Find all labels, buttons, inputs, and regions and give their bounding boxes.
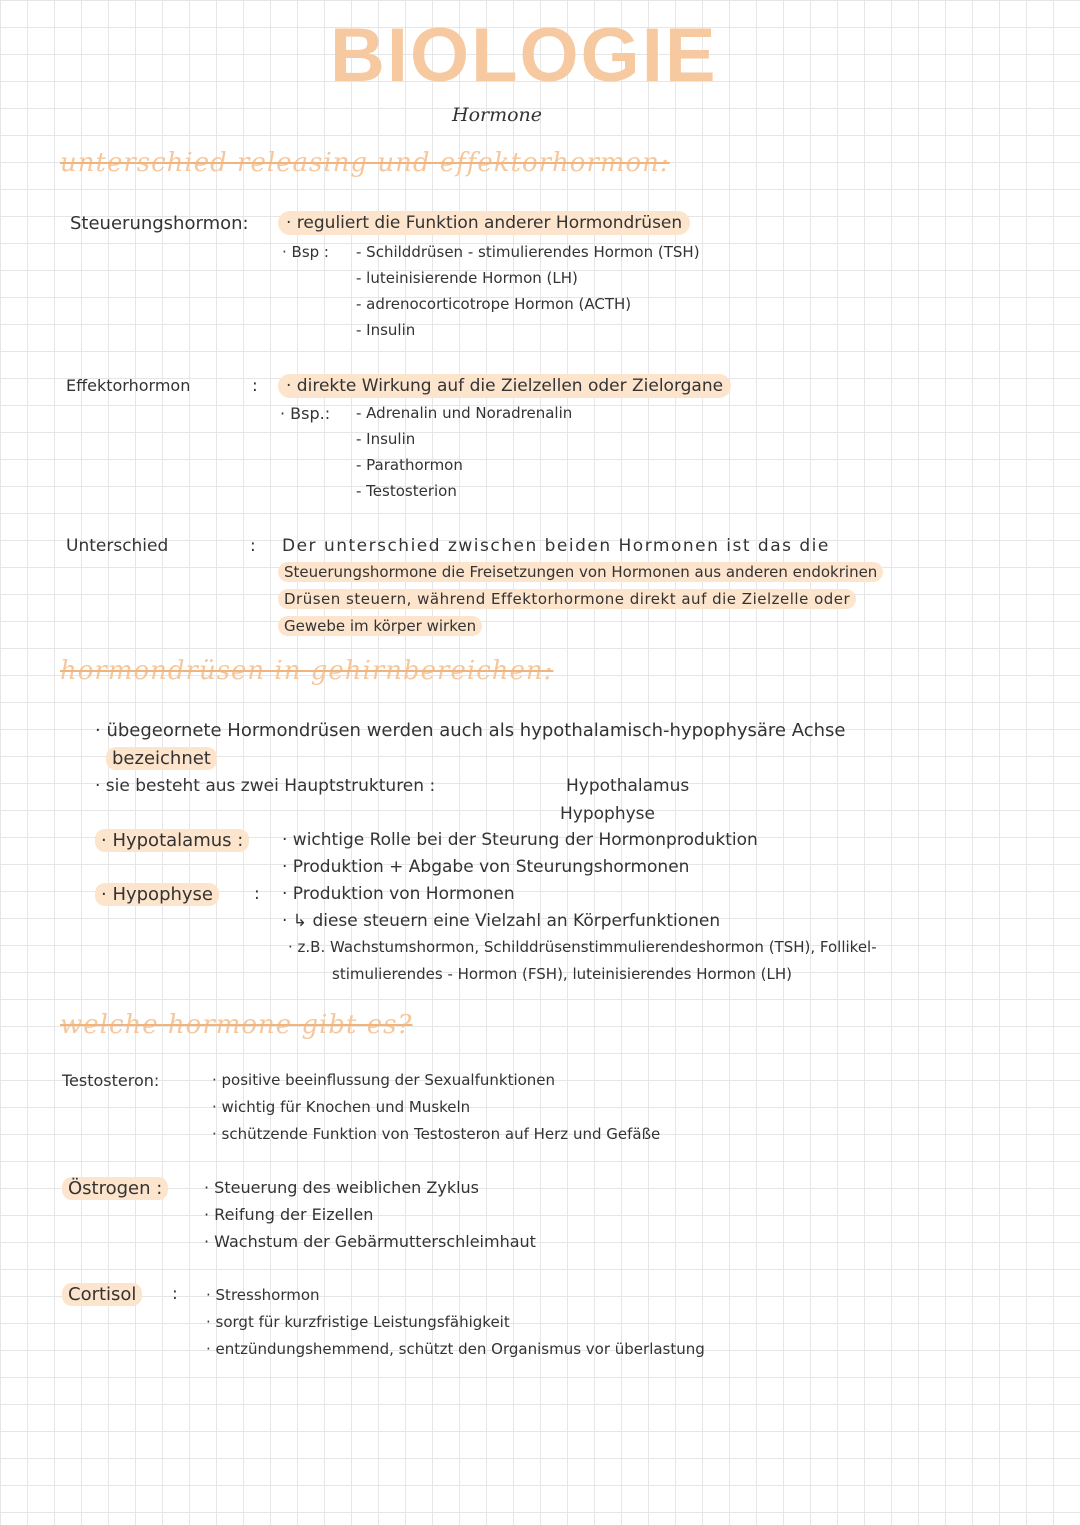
effektor-colon: : — [252, 376, 258, 396]
steuerung-example: - Insulin — [356, 321, 416, 339]
cortisol-line: · entzündungshemmend, schützt den Organismus vor überlastung — [206, 1340, 705, 1358]
effektor-definition: · direkte Wirkung auf die Zielzellen oder Zielorgane — [278, 376, 731, 396]
hypothalamus-label: · Hypotalamus : — [95, 830, 249, 851]
hypophyse-label: · Hypophyse — [95, 884, 219, 905]
achse-line: bezeichnet — [106, 748, 217, 769]
page-title: BIOLOGIE — [330, 13, 718, 98]
hypophyse-line: · z.B. Wachstumshormon, Schilddrüsenstimmulierendeshormon (TSH), Follikel- — [288, 938, 877, 956]
unterschied-line: Gewebe im körper wirken — [278, 617, 482, 635]
unterschied-line: Steuerungshormone die Freisetzungen von Hormonen aus anderen endokrinen — [278, 563, 883, 581]
oestrogen-line: · Reifung der Eizellen — [204, 1205, 374, 1224]
effektor-label: Effektorhormon — [66, 376, 191, 395]
testosteron-line: · schützende Funktion von Testosteron auf Herz und Gefäße — [212, 1125, 661, 1143]
struktur-hypophyse: Hypophyse — [560, 804, 655, 824]
steuerung-example: - adrenocorticotrope Hormon (ACTH) — [356, 295, 632, 313]
effektor-example: - Insulin — [356, 430, 416, 448]
cortisol-label: Cortisol — [62, 1284, 142, 1305]
unterschied-line: Drüsen steuern, während Effektorhormone direkt auf die Zielzelle oder — [278, 590, 856, 608]
steuerung-label: Steuerungshormon: — [70, 213, 249, 234]
effektor-example: - Adrenalin und Noradrenalin — [356, 404, 573, 422]
testosteron-label: Testosteron: — [62, 1071, 160, 1090]
effektor-example: - Parathormon — [356, 456, 463, 474]
steuerung-definition: · reguliert die Funktion anderer Hormondrüsen — [278, 213, 690, 233]
testosteron-line: · wichtig für Knochen und Muskeln — [212, 1098, 471, 1116]
steuerung-example: - Schilddrüsen - stimulierendes Hormon (TSH) — [356, 243, 700, 261]
section1-heading: unterschied releasing und effektorhormon: — [60, 148, 670, 178]
struktur-line: · sie besteht aus zwei Hauptstrukturen : — [95, 776, 436, 796]
unterschied-label: Unterschied — [66, 536, 169, 556]
unterschied-colon: : — [250, 536, 256, 556]
section2-heading: hormondrüsen in gehirnbereichen: — [60, 656, 554, 686]
testosteron-line: · positive beeinflussung der Sexualfunktionen — [212, 1071, 556, 1089]
hypophyse-colon: : — [254, 884, 260, 904]
page-subtitle: Hormone — [452, 104, 543, 126]
effektor-bsp-label: · Bsp.: — [280, 404, 331, 423]
oestrogen-line: · Steuerung des weiblichen Zyklus — [204, 1178, 479, 1197]
cortisol-line: · Stresshormon — [206, 1286, 320, 1304]
effektor-example: - Testosterion — [356, 482, 457, 500]
hypophyse-line: · Produktion von Hormonen — [282, 884, 515, 904]
cortisol-line: · sorgt für kurzfristige Leistungsfähigkeit — [206, 1313, 510, 1331]
hypothalamus-line: · Produktion + Abgabe von Steurungshormonen — [282, 857, 690, 877]
cortisol-colon: : — [172, 1284, 178, 1304]
oestrogen-label: Östrogen : — [62, 1178, 168, 1199]
hypophyse-line: stimulierendes - Hormon (FSH), luteinisierendes Hormon (LH) — [332, 965, 792, 983]
struktur-hypothalamus: Hypothalamus — [566, 776, 690, 796]
achse-line: · übegeornete Hormondrüsen werden auch als hypothalamisch-hypophysäre Achse — [95, 720, 846, 741]
oestrogen-line: · Wachstum der Gebärmutterschleimhaut — [204, 1232, 536, 1251]
steuerung-example: - luteinisierende Hormon (LH) — [356, 269, 578, 287]
hypophyse-line: · ↳ diese steuern eine Vielzahl an Körperfunktionen — [282, 911, 721, 931]
section3-heading: welche hormone gibt es? — [60, 1010, 413, 1040]
steuerung-bsp-label: · Bsp : — [282, 243, 329, 261]
hypothalamus-line: · wichtige Rolle bei der Steurung der Hormonproduktion — [282, 830, 758, 850]
unterschied-line: Der unterschied zwischen beiden Hormonen ist das die — [282, 536, 830, 556]
